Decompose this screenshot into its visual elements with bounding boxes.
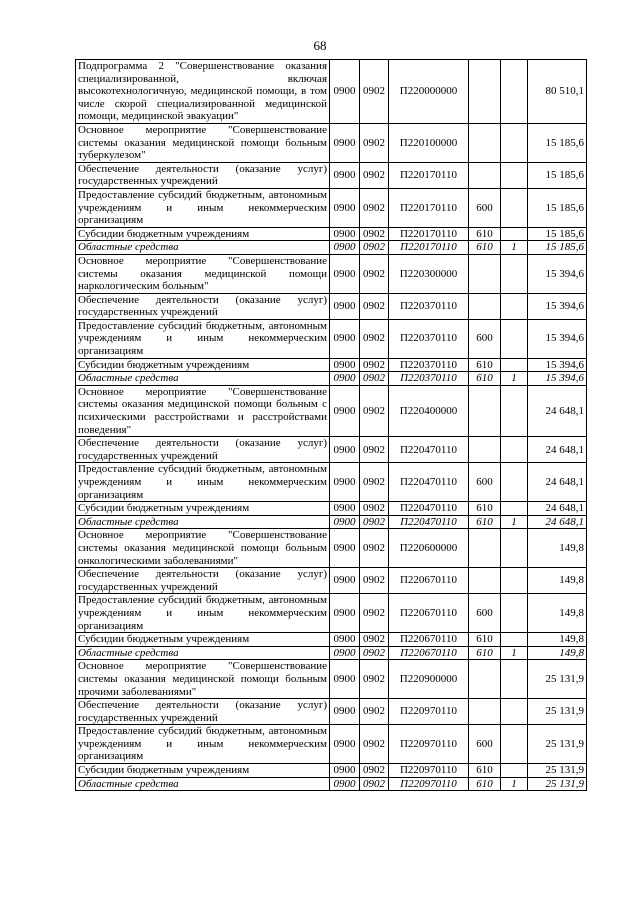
table-row (76, 568, 587, 594)
section-code-cell: 0902 (360, 660, 389, 699)
table-row (76, 725, 587, 764)
target-code-cell: П220470110 (389, 437, 469, 463)
expense-type-cell: 600 (469, 319, 501, 358)
target-code-cell: П220670110 (389, 594, 469, 633)
table-row (76, 60, 587, 124)
funding-source-cell (501, 358, 528, 372)
target-code-cell: П220170110 (389, 227, 469, 241)
table-row (76, 385, 587, 436)
funding-source-cell (501, 437, 528, 463)
ministry-code-cell: 0900 (330, 699, 360, 725)
ministry-code-cell: 0900 (330, 777, 360, 791)
expense-type-cell (469, 568, 501, 594)
ministry-code-cell: 0900 (330, 529, 360, 568)
page-number: 68 (313, 38, 327, 53)
amount-cell: 149,8 (528, 568, 587, 594)
item-name-cell: Субсидии бюджетным учреждениям (76, 633, 330, 647)
ministry-code-cell: 0900 (330, 293, 360, 319)
item-name-cell: Основное мероприятие "Совершенствование системы оказания медицинской помощи больным прочими заболеваниями" (76, 660, 330, 699)
section-code-cell: 0902 (360, 699, 389, 725)
amount-cell: 15 185,6 (528, 162, 587, 188)
regional-funds-row (76, 777, 587, 791)
table-row (76, 502, 587, 516)
item-name-cell: Областные средства (76, 241, 330, 255)
ministry-code-cell: 0900 (330, 646, 360, 660)
funding-source-cell (501, 227, 528, 241)
section-code-cell: 0902 (360, 515, 389, 529)
item-name-cell: Обеспечение деятельности (оказание услуг) государственных учреждений (76, 699, 330, 725)
table-body (76, 60, 587, 791)
funding-source-cell (501, 594, 528, 633)
section-code-cell: 0902 (360, 594, 389, 633)
expense-type-cell (469, 385, 501, 436)
section-code-cell: 0902 (360, 725, 389, 764)
funding-source-cell: 1 (501, 777, 528, 791)
target-code-cell: П220900000 (389, 660, 469, 699)
funding-source-cell (501, 319, 528, 358)
funding-source-cell (501, 699, 528, 725)
table-row (76, 660, 587, 699)
amount-cell: 25 131,9 (528, 777, 587, 791)
expense-type-cell (469, 529, 501, 568)
target-code-cell: П220470110 (389, 515, 469, 529)
table-row (76, 123, 587, 162)
amount-cell: 15 185,6 (528, 241, 587, 255)
section-code-cell: 0902 (360, 358, 389, 372)
target-code-cell: П220970110 (389, 725, 469, 764)
ministry-code-cell: 0900 (330, 188, 360, 227)
expense-type-cell: 600 (469, 725, 501, 764)
amount-cell: 149,8 (528, 633, 587, 647)
item-name-cell: Предоставление субсидий бюджетным, автономным учреждениям и иным некоммерческим организациям (76, 188, 330, 227)
table-row (76, 463, 587, 502)
expense-type-cell: 610 (469, 764, 501, 778)
funding-source-cell (501, 568, 528, 594)
item-name-cell: Основное мероприятие "Совершенствование системы оказания медицинской помощи больным с психическими расстройствами и расстройствами поведения" (76, 385, 330, 436)
funding-source-cell: 1 (501, 372, 528, 386)
section-code-cell: 0902 (360, 123, 389, 162)
table-row (76, 358, 587, 372)
ministry-code-cell: 0900 (330, 372, 360, 386)
amount-cell: 149,8 (528, 529, 587, 568)
section-code-cell: 0902 (360, 319, 389, 358)
ministry-code-cell: 0900 (330, 227, 360, 241)
section-code-cell: 0902 (360, 633, 389, 647)
ministry-code-cell: 0900 (330, 162, 360, 188)
target-code-cell: П220670110 (389, 568, 469, 594)
section-code-cell: 0902 (360, 254, 389, 293)
target-code-cell: П220600000 (389, 529, 469, 568)
amount-cell: 15 394,6 (528, 319, 587, 358)
amount-cell: 24 648,1 (528, 502, 587, 516)
expense-type-cell: 610 (469, 646, 501, 660)
section-code-cell: 0902 (360, 372, 389, 386)
target-code-cell: П220470110 (389, 463, 469, 502)
amount-cell: 15 185,6 (528, 188, 587, 227)
funding-source-cell (501, 725, 528, 764)
item-name-cell: Областные средства (76, 777, 330, 791)
ministry-code-cell: 0900 (330, 515, 360, 529)
table-row (76, 293, 587, 319)
section-code-cell: 0902 (360, 502, 389, 516)
expense-type-cell: 600 (469, 188, 501, 227)
section-code-cell: 0902 (360, 227, 389, 241)
section-code-cell: 0902 (360, 764, 389, 778)
amount-cell: 15 394,6 (528, 254, 587, 293)
item-name-cell: Обеспечение деятельности (оказание услуг) государственных учреждений (76, 162, 330, 188)
target-code-cell: П220470110 (389, 502, 469, 516)
ministry-code-cell: 0900 (330, 60, 360, 124)
funding-source-cell (501, 502, 528, 516)
target-code-cell: П220400000 (389, 385, 469, 436)
target-code-cell: П220670110 (389, 633, 469, 647)
funding-source-cell (501, 162, 528, 188)
amount-cell: 15 185,6 (528, 123, 587, 162)
item-name-cell: Субсидии бюджетным учреждениям (76, 764, 330, 778)
target-code-cell: П220970110 (389, 777, 469, 791)
amount-cell: 25 131,9 (528, 725, 587, 764)
table-row (76, 633, 587, 647)
ministry-code-cell: 0900 (330, 725, 360, 764)
budget-table (75, 59, 587, 791)
funding-source-cell (501, 60, 528, 124)
section-code-cell: 0902 (360, 463, 389, 502)
funding-source-cell (501, 660, 528, 699)
regional-funds-row (76, 515, 587, 529)
target-code-cell: П220370110 (389, 358, 469, 372)
section-code-cell: 0902 (360, 385, 389, 436)
amount-cell: 25 131,9 (528, 660, 587, 699)
table-row (76, 764, 587, 778)
ministry-code-cell: 0900 (330, 633, 360, 647)
amount-cell: 24 648,1 (528, 515, 587, 529)
expense-type-cell: 610 (469, 227, 501, 241)
section-code-cell: 0902 (360, 777, 389, 791)
section-code-cell: 0902 (360, 188, 389, 227)
item-name-cell: Субсидии бюджетным учреждениям (76, 502, 330, 516)
item-name-cell: Обеспечение деятельности (оказание услуг) государственных учреждений (76, 437, 330, 463)
ministry-code-cell: 0900 (330, 254, 360, 293)
amount-cell: 15 394,6 (528, 358, 587, 372)
section-code-cell: 0902 (360, 529, 389, 568)
expense-type-cell (469, 437, 501, 463)
item-name-cell: Предоставление субсидий бюджетным, автономным учреждениям и иным некоммерческим организациям (76, 725, 330, 764)
table-row (76, 188, 587, 227)
expense-type-cell: 610 (469, 241, 501, 255)
expense-type-cell (469, 660, 501, 699)
table-row (76, 699, 587, 725)
target-code-cell: П220670110 (389, 646, 469, 660)
expense-type-cell: 600 (469, 594, 501, 633)
ministry-code-cell: 0900 (330, 319, 360, 358)
expense-type-cell: 610 (469, 633, 501, 647)
amount-cell: 25 131,9 (528, 764, 587, 778)
item-name-cell: Субсидии бюджетным учреждениям (76, 358, 330, 372)
target-code-cell: П220300000 (389, 254, 469, 293)
regional-funds-row (76, 372, 587, 386)
section-code-cell: 0902 (360, 568, 389, 594)
expense-type-cell (469, 699, 501, 725)
ministry-code-cell: 0900 (330, 764, 360, 778)
expense-type-cell (469, 60, 501, 124)
expense-type-cell: 610 (469, 515, 501, 529)
item-name-cell: Предоставление субсидий бюджетным, автономным учреждениям и иным некоммерческим организациям (76, 319, 330, 358)
ministry-code-cell: 0900 (330, 437, 360, 463)
amount-cell: 24 648,1 (528, 463, 587, 502)
funding-source-cell (501, 123, 528, 162)
ministry-code-cell: 0900 (330, 594, 360, 633)
table-row (76, 594, 587, 633)
funding-source-cell: 1 (501, 646, 528, 660)
expense-type-cell (469, 162, 501, 188)
ministry-code-cell: 0900 (330, 123, 360, 162)
target-code-cell: П220370110 (389, 319, 469, 358)
section-code-cell: 0902 (360, 60, 389, 124)
expense-type-cell: 610 (469, 777, 501, 791)
funding-source-cell (501, 764, 528, 778)
ministry-code-cell: 0900 (330, 660, 360, 699)
amount-cell: 15 185,6 (528, 227, 587, 241)
amount-cell: 149,8 (528, 646, 587, 660)
item-name-cell: Подпрограмма 2 "Совершенствование оказания специализированной, включая высокотехнологичную, медицинской помощи, в том числе скорой специализированной медицинской помощи, медицинской эвакуации" (76, 60, 330, 124)
target-code-cell: П220170110 (389, 188, 469, 227)
item-name-cell: Областные средства (76, 646, 330, 660)
section-code-cell: 0902 (360, 162, 389, 188)
funding-source-cell: 1 (501, 241, 528, 255)
funding-source-cell (501, 463, 528, 502)
ministry-code-cell: 0900 (330, 241, 360, 255)
ministry-code-cell: 0900 (330, 385, 360, 436)
ministry-code-cell: 0900 (330, 463, 360, 502)
target-code-cell: П220170110 (389, 241, 469, 255)
expense-type-cell: 610 (469, 358, 501, 372)
expense-type-cell (469, 123, 501, 162)
item-name-cell: Основное мероприятие "Совершенствование системы оказания медицинской помощи больным онкологическими заболеваниями" (76, 529, 330, 568)
expense-type-cell: 600 (469, 463, 501, 502)
funding-source-cell (501, 529, 528, 568)
section-code-cell: 0902 (360, 646, 389, 660)
expense-type-cell (469, 293, 501, 319)
ministry-code-cell: 0900 (330, 358, 360, 372)
expense-type-cell: 610 (469, 372, 501, 386)
funding-source-cell (501, 254, 528, 293)
funding-source-cell (501, 293, 528, 319)
item-name-cell: Основное мероприятие "Совершенствование системы оказания медицинской помощи наркологическим больным" (76, 254, 330, 293)
amount-cell: 80 510,1 (528, 60, 587, 124)
item-name-cell: Предоставление субсидий бюджетным, автономным учреждениям и иным некоммерческим организациям (76, 594, 330, 633)
expense-type-cell (469, 254, 501, 293)
amount-cell: 25 131,9 (528, 699, 587, 725)
table-row (76, 162, 587, 188)
amount-cell: 15 394,6 (528, 293, 587, 319)
section-code-cell: 0902 (360, 293, 389, 319)
target-code-cell: П220970110 (389, 699, 469, 725)
target-code-cell: П220370110 (389, 293, 469, 319)
funding-source-cell: 1 (501, 515, 528, 529)
table-row (76, 437, 587, 463)
item-name-cell: Областные средства (76, 515, 330, 529)
regional-funds-row (76, 646, 587, 660)
funding-source-cell (501, 633, 528, 647)
amount-cell: 24 648,1 (528, 437, 587, 463)
section-code-cell: 0902 (360, 241, 389, 255)
item-name-cell: Обеспечение деятельности (оказание услуг) государственных учреждений (76, 568, 330, 594)
target-code-cell: П220000000 (389, 60, 469, 124)
item-name-cell: Предоставление субсидий бюджетным, автономным учреждениям и иным некоммерческим организациям (76, 463, 330, 502)
item-name-cell: Субсидии бюджетным учреждениям (76, 227, 330, 241)
item-name-cell: Обеспечение деятельности (оказание услуг) государственных учреждений (76, 293, 330, 319)
target-code-cell: П220170110 (389, 162, 469, 188)
regional-funds-row (76, 241, 587, 255)
amount-cell: 149,8 (528, 594, 587, 633)
target-code-cell: П220370110 (389, 372, 469, 386)
table-row (76, 254, 587, 293)
target-code-cell: П220970110 (389, 764, 469, 778)
target-code-cell: П220100000 (389, 123, 469, 162)
expense-type-cell: 610 (469, 502, 501, 516)
funding-source-cell (501, 188, 528, 227)
amount-cell: 15 394,6 (528, 372, 587, 386)
amount-cell: 24 648,1 (528, 385, 587, 436)
funding-source-cell (501, 385, 528, 436)
section-code-cell: 0902 (360, 437, 389, 463)
item-name-cell: Основное мероприятие "Совершенствование системы оказания медицинской помощи больным туберкулезом" (76, 123, 330, 162)
table-row (76, 529, 587, 568)
table-row (76, 227, 587, 241)
table-row (76, 319, 587, 358)
ministry-code-cell: 0900 (330, 568, 360, 594)
item-name-cell: Областные средства (76, 372, 330, 386)
ministry-code-cell: 0900 (330, 502, 360, 516)
